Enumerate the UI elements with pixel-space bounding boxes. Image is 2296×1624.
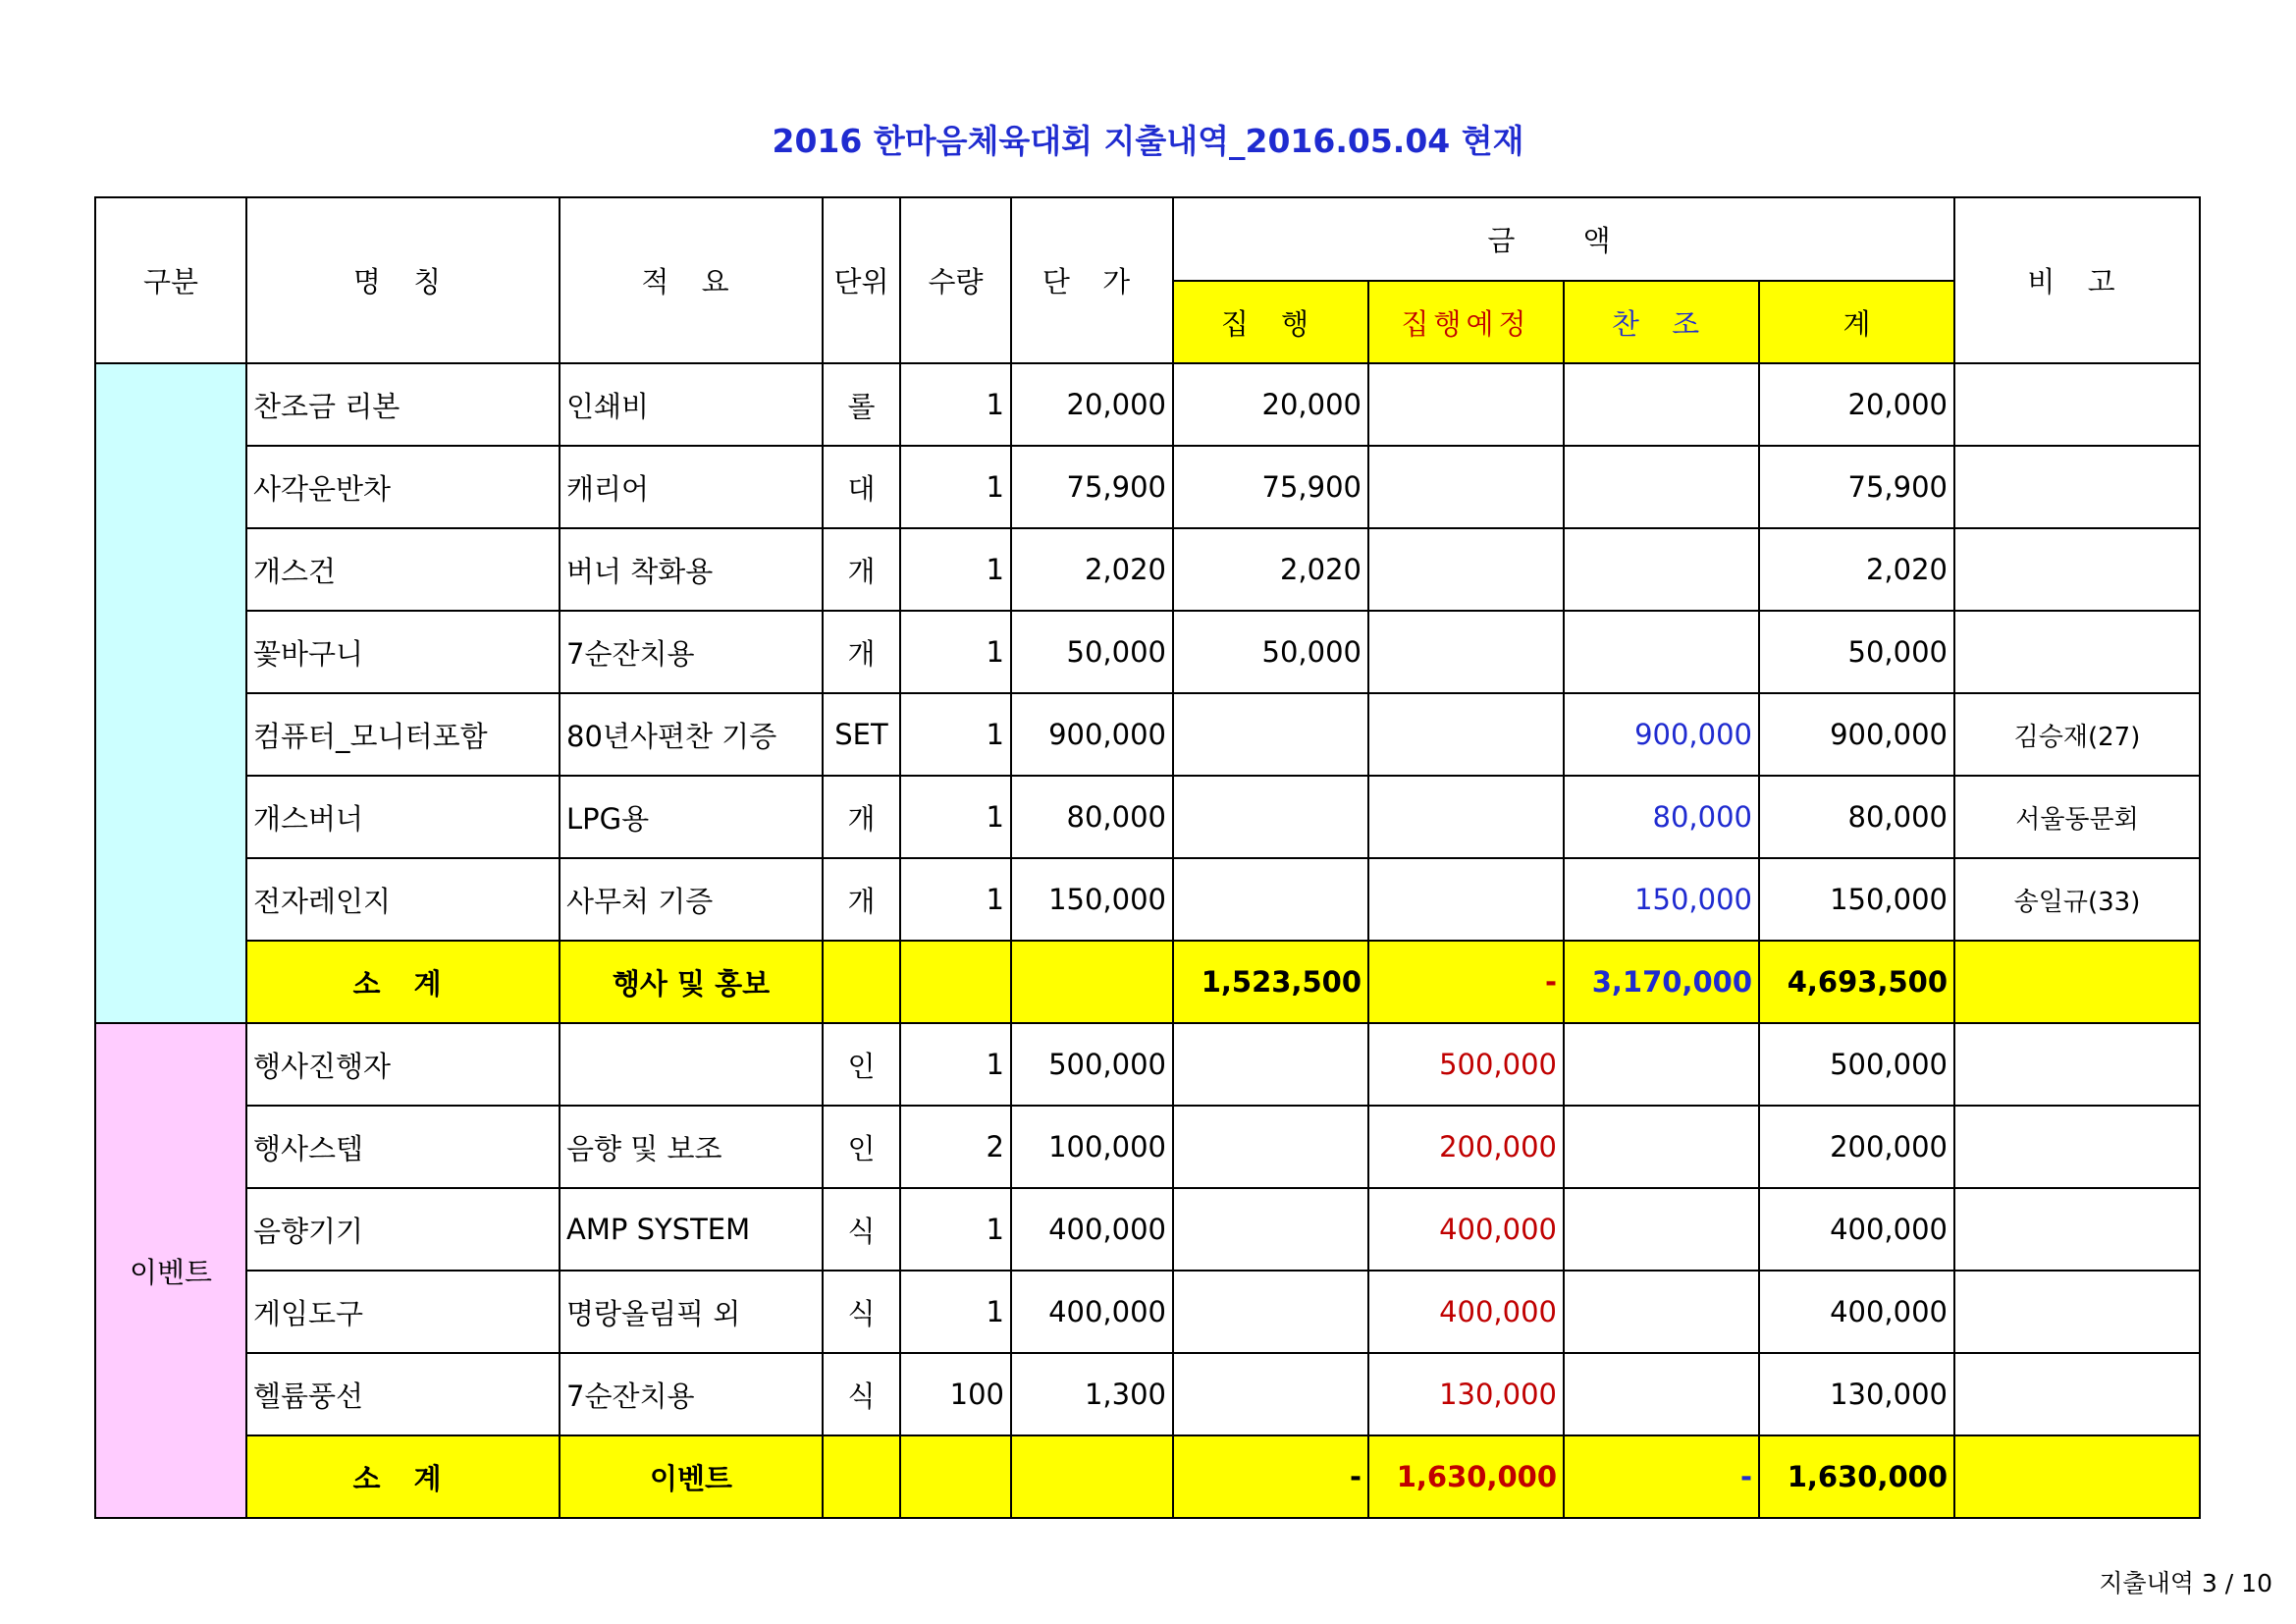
cell-name: 찬조금 리본 — [246, 363, 560, 446]
header-sponsor: 찬 조 — [1564, 281, 1759, 363]
cell-desc: 7순잔치용 — [560, 1353, 823, 1435]
cell-name: 개스건 — [246, 528, 560, 611]
cell-qty: 1 — [900, 611, 1011, 693]
cell-unit: 인 — [823, 1106, 900, 1188]
subtotal-price — [1011, 941, 1173, 1023]
cell-desc: 사무처 기증 — [560, 858, 823, 941]
cell-desc: 인쇄비 — [560, 363, 823, 446]
subtotal-executed: - — [1173, 1435, 1368, 1518]
cell-price: 1,300 — [1011, 1353, 1173, 1435]
cell-total: 400,000 — [1759, 1271, 1954, 1353]
cell-planned — [1368, 611, 1564, 693]
cell-desc: 음향 및 보조 — [560, 1106, 823, 1188]
section-category — [95, 363, 246, 1023]
cell-executed — [1173, 1106, 1368, 1188]
cell-qty: 1 — [900, 693, 1011, 776]
cell-unit: 개 — [823, 611, 900, 693]
table-row — [95, 1023, 2200, 1106]
cell-sponsor — [1564, 611, 1759, 693]
header-qty: 수량 — [900, 197, 1011, 363]
cell-unit: 식 — [823, 1353, 900, 1435]
cell-desc: LPG용 — [560, 776, 823, 858]
cell-qty: 1 — [900, 1271, 1011, 1353]
table-row — [95, 693, 2200, 776]
subtotal-name: 이벤트 — [560, 1435, 823, 1518]
header-executed: 집 행 — [1173, 281, 1368, 363]
cell-sponsor — [1564, 1271, 1759, 1353]
header-amount: 금 액 — [1173, 197, 1954, 281]
cell-qty: 1 — [900, 1023, 1011, 1106]
cell-remark — [1954, 528, 2200, 611]
cell-qty: 1 — [900, 776, 1011, 858]
cell-total: 50,000 — [1759, 611, 1954, 693]
cell-qty: 1 — [900, 446, 1011, 528]
cell-sponsor: 150,000 — [1564, 858, 1759, 941]
table-row — [95, 776, 2200, 858]
table-row — [95, 1106, 2200, 1188]
cell-price: 400,000 — [1011, 1188, 1173, 1271]
cell-price: 900,000 — [1011, 693, 1173, 776]
cell-executed — [1173, 776, 1368, 858]
cell-unit: 식 — [823, 1271, 900, 1353]
header-remark: 비 고 — [1954, 197, 2200, 363]
cell-name: 사각운반차 — [246, 446, 560, 528]
subtotal-planned: - — [1368, 941, 1564, 1023]
subtotal-remark — [1954, 941, 2200, 1023]
subtotal-planned: 1,630,000 — [1368, 1435, 1564, 1518]
subtotal-sponsor: - — [1564, 1435, 1759, 1518]
cell-sponsor — [1564, 446, 1759, 528]
cell-planned: 400,000 — [1368, 1188, 1564, 1271]
cell-desc — [560, 1023, 823, 1106]
subtotal-unit — [823, 1435, 900, 1518]
expense-table — [94, 196, 2201, 1519]
cell-executed: 20,000 — [1173, 363, 1368, 446]
cell-name: 행사진행자 — [246, 1023, 560, 1106]
cell-qty: 2 — [900, 1106, 1011, 1188]
cell-remark: 김승재(27) — [1954, 693, 2200, 776]
page-footer: 지출내역 3 / 10 — [2099, 1569, 2272, 1597]
cell-total: 130,000 — [1759, 1353, 1954, 1435]
subtotal-total: 1,630,000 — [1759, 1435, 1954, 1518]
cell-sponsor — [1564, 363, 1759, 446]
cell-name: 개스버너 — [246, 776, 560, 858]
cell-qty: 1 — [900, 858, 1011, 941]
cell-price: 150,000 — [1011, 858, 1173, 941]
cell-remark: 서울동문회 — [1954, 776, 2200, 858]
cell-executed: 50,000 — [1173, 611, 1368, 693]
cell-planned — [1368, 776, 1564, 858]
cell-unit: SET — [823, 693, 900, 776]
header-row — [95, 197, 2200, 281]
cell-desc: AMP SYSTEM — [560, 1188, 823, 1271]
cell-unit: 식 — [823, 1188, 900, 1271]
cell-price: 50,000 — [1011, 611, 1173, 693]
page-title: 2016 한마음체육대회 지출내역_2016.05.04 현재 — [772, 122, 1524, 160]
cell-executed — [1173, 693, 1368, 776]
header-category: 구분 — [95, 197, 246, 363]
subtotal-sponsor: 3,170,000 — [1564, 941, 1759, 1023]
cell-total: 75,900 — [1759, 446, 1954, 528]
header-price: 단 가 — [1011, 197, 1173, 363]
cell-remark — [1954, 1353, 2200, 1435]
table-row — [95, 1353, 2200, 1435]
cell-planned — [1368, 693, 1564, 776]
cell-sponsor — [1564, 1353, 1759, 1435]
subtotal-qty — [900, 1435, 1011, 1518]
cell-executed: 75,900 — [1173, 446, 1368, 528]
cell-name: 꽃바구니 — [246, 611, 560, 693]
cell-price: 500,000 — [1011, 1023, 1173, 1106]
cell-total: 150,000 — [1759, 858, 1954, 941]
table-row — [95, 1271, 2200, 1353]
cell-price: 100,000 — [1011, 1106, 1173, 1188]
cell-name: 행사스텝 — [246, 1106, 560, 1188]
cell-planned: 500,000 — [1368, 1023, 1564, 1106]
table-row — [95, 858, 2200, 941]
subtotal-row — [95, 941, 2200, 1023]
cell-sponsor — [1564, 1188, 1759, 1271]
table-row — [95, 446, 2200, 528]
subtotal-label: 소 계 — [246, 1435, 560, 1518]
table-row — [95, 611, 2200, 693]
cell-unit: 개 — [823, 528, 900, 611]
subtotal-total: 4,693,500 — [1759, 941, 1954, 1023]
cell-unit: 대 — [823, 446, 900, 528]
cell-executed — [1173, 858, 1368, 941]
cell-remark — [1954, 1271, 2200, 1353]
cell-planned: 200,000 — [1368, 1106, 1564, 1188]
cell-qty: 100 — [900, 1353, 1011, 1435]
cell-price: 80,000 — [1011, 776, 1173, 858]
cell-unit: 개 — [823, 858, 900, 941]
header-total: 계 — [1759, 281, 1954, 363]
subtotal-name: 행사 및 홍보 — [560, 941, 823, 1023]
cell-total: 20,000 — [1759, 363, 1954, 446]
cell-remark — [1954, 611, 2200, 693]
subtotal-qty — [900, 941, 1011, 1023]
cell-unit: 롤 — [823, 363, 900, 446]
subtotal-price — [1011, 1435, 1173, 1518]
cell-desc: 80년사편찬 기증 — [560, 693, 823, 776]
cell-desc: 캐리어 — [560, 446, 823, 528]
cell-desc: 7순잔치용 — [560, 611, 823, 693]
cell-name: 헬륨풍선 — [246, 1353, 560, 1435]
cell-planned: 400,000 — [1368, 1271, 1564, 1353]
cell-remark — [1954, 1023, 2200, 1106]
table-row — [95, 528, 2200, 611]
subtotal-remark — [1954, 1435, 2200, 1518]
cell-qty: 1 — [900, 1188, 1011, 1271]
header-desc: 적 요 — [560, 197, 823, 363]
cell-sponsor: 900,000 — [1564, 693, 1759, 776]
cell-sponsor — [1564, 1023, 1759, 1106]
section-category: 이벤트 — [95, 1023, 246, 1518]
cell-desc: 명랑올림픽 외 — [560, 1271, 823, 1353]
cell-planned — [1368, 363, 1564, 446]
cell-planned — [1368, 528, 1564, 611]
cell-remark — [1954, 446, 2200, 528]
cell-total: 400,000 — [1759, 1188, 1954, 1271]
cell-remark — [1954, 1106, 2200, 1188]
subtotal-unit — [823, 941, 900, 1023]
cell-remark — [1954, 1188, 2200, 1271]
cell-name: 음향기기 — [246, 1188, 560, 1271]
subtotal-row — [95, 1435, 2200, 1518]
cell-name: 컴퓨터_모니터포함 — [246, 693, 560, 776]
cell-executed — [1173, 1023, 1368, 1106]
cell-total: 2,020 — [1759, 528, 1954, 611]
subtotal-label: 소 계 — [246, 941, 560, 1023]
cell-price: 20,000 — [1011, 363, 1173, 446]
cell-remark: 송일규(33) — [1954, 858, 2200, 941]
cell-desc: 버너 착화용 — [560, 528, 823, 611]
cell-planned — [1368, 858, 1564, 941]
subtotal-executed: 1,523,500 — [1173, 941, 1368, 1023]
cell-name: 게임도구 — [246, 1271, 560, 1353]
cell-executed: 2,020 — [1173, 528, 1368, 611]
cell-planned — [1368, 446, 1564, 528]
cell-planned: 130,000 — [1368, 1353, 1564, 1435]
header-unit: 단위 — [823, 197, 900, 363]
cell-executed — [1173, 1188, 1368, 1271]
cell-executed — [1173, 1353, 1368, 1435]
cell-price: 400,000 — [1011, 1271, 1173, 1353]
table-row — [95, 1188, 2200, 1271]
cell-total: 200,000 — [1759, 1106, 1954, 1188]
cell-sponsor — [1564, 528, 1759, 611]
cell-executed — [1173, 1271, 1368, 1353]
cell-remark — [1954, 363, 2200, 446]
table-row — [95, 363, 2200, 446]
cell-unit: 개 — [823, 776, 900, 858]
cell-price: 75,900 — [1011, 446, 1173, 528]
cell-qty: 1 — [900, 528, 1011, 611]
cell-qty: 1 — [900, 363, 1011, 446]
cell-total: 500,000 — [1759, 1023, 1954, 1106]
cell-sponsor — [1564, 1106, 1759, 1188]
cell-unit: 인 — [823, 1023, 900, 1106]
cell-total: 900,000 — [1759, 693, 1954, 776]
header-name: 명 칭 — [246, 197, 560, 363]
cell-name: 전자레인지 — [246, 858, 560, 941]
cell-sponsor: 80,000 — [1564, 776, 1759, 858]
header-planned: 집행예정 — [1368, 281, 1564, 363]
cell-total: 80,000 — [1759, 776, 1954, 858]
cell-price: 2,020 — [1011, 528, 1173, 611]
